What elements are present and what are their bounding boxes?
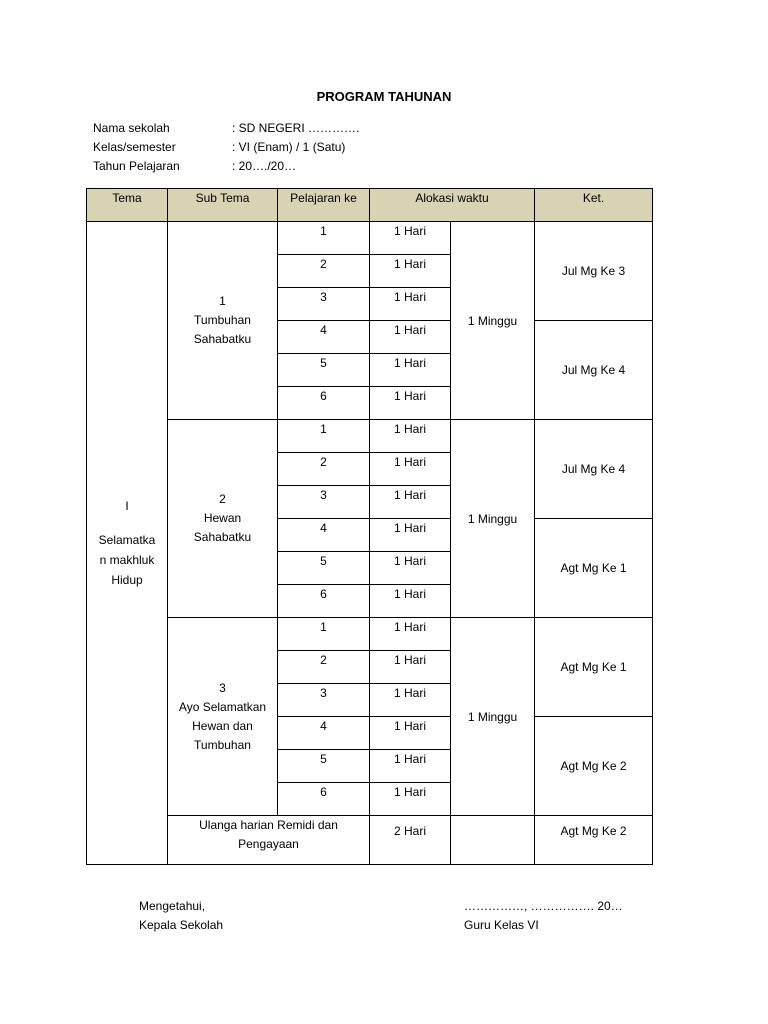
subtema-name-line: Tumbuhan <box>194 313 251 327</box>
week-allocation: 1 Minggu <box>451 618 535 816</box>
lesson-number: 3 <box>278 486 370 519</box>
table-row <box>87 420 653 453</box>
lesson-number: 5 <box>278 552 370 585</box>
header-sub-tema: Sub Tema <box>168 189 278 222</box>
info-label: Nama sekolah <box>93 121 170 135</box>
lesson-time: 1 Hari <box>370 684 451 717</box>
lesson-time: 1 Hari <box>370 255 451 288</box>
remedial-label-line: Ulanga harian Remidi dan <box>199 818 338 832</box>
info-label: Tahun Pelajaran <box>93 159 180 173</box>
lesson-time: 1 Hari <box>370 321 451 354</box>
sign-right-line1: ……………, ……………. 20… <box>464 899 623 913</box>
subtema-name-line: Tumbuhan <box>194 737 251 752</box>
subtema-name-line: Sahabatku <box>193 332 252 346</box>
header-tema: Tema <box>87 189 168 222</box>
lesson-time: 1 Hari <box>370 354 451 387</box>
remedial-time: 2 Hari <box>370 816 451 865</box>
lesson-number: 6 <box>278 387 370 420</box>
ket-cell: Agt Mg Ke 1 <box>535 618 653 717</box>
table-row <box>87 222 653 255</box>
lesson-number: 5 <box>278 354 370 387</box>
lesson-number: 1 <box>278 222 370 255</box>
lesson-number: 3 <box>278 288 370 321</box>
lesson-number: 4 <box>278 519 370 552</box>
lesson-time: 1 Hari <box>370 585 451 618</box>
lesson-time: 1 Hari <box>370 618 451 651</box>
subtema-number: 3 <box>219 680 226 695</box>
tema-name-line: Hidup <box>111 573 143 587</box>
lesson-time: 1 Hari <box>370 420 451 453</box>
lesson-time: 1 Hari <box>370 717 451 750</box>
remedial-label <box>168 816 370 865</box>
subtema-name-line: Hewan <box>203 511 242 525</box>
header-pelajaran: Pelajaran ke <box>278 189 370 222</box>
sign-left-line1: Mengetahui, <box>139 899 206 913</box>
tema-name-line: n makhluk <box>99 553 155 567</box>
lesson-number: 2 <box>278 255 370 288</box>
table-row <box>87 618 653 651</box>
info-value: : VI (Enam) / 1 (Satu) <box>232 140 346 154</box>
lesson-time: 1 Hari <box>370 486 451 519</box>
lesson-number: 1 <box>278 618 370 651</box>
subtema-name-line: Sahabatku <box>193 530 252 544</box>
lesson-number: 4 <box>278 321 370 354</box>
lesson-number: 2 <box>278 651 370 684</box>
subtema-name-line: Hewan dan <box>192 718 253 733</box>
lesson-time: 1 Hari <box>370 552 451 585</box>
lesson-time: 1 Hari <box>370 783 451 816</box>
ket-cell: Jul Mg Ke 4 <box>535 321 653 420</box>
week-allocation: 1 Minggu <box>451 222 535 420</box>
tema-number: I <box>125 499 129 513</box>
lesson-number: 6 <box>278 783 370 816</box>
page-title: PROGRAM TAHUNAN <box>316 89 452 104</box>
lesson-number: 6 <box>278 585 370 618</box>
lesson-time: 1 Hari <box>370 222 451 255</box>
lesson-time: 1 Hari <box>370 288 451 321</box>
tema-name-line: Selamatka <box>98 533 156 547</box>
lesson-time: 1 Hari <box>370 519 451 552</box>
tema-cell <box>87 222 168 865</box>
remedial-ket: Agt Mg Ke 2 <box>535 816 653 865</box>
ket-cell: Agt Mg Ke 1 <box>535 519 653 618</box>
remedial-week <box>451 816 535 865</box>
header-alokasi-waktu: Alokasi waktu <box>370 189 535 222</box>
sign-right-line2: Guru Kelas VI <box>464 918 539 932</box>
subtema-number: 2 <box>219 492 226 506</box>
lesson-time: 1 Hari <box>370 651 451 684</box>
header-ket: Ket. <box>535 189 653 222</box>
remedial-label-line: Pengayaan <box>238 837 299 851</box>
remedial-row <box>87 816 653 865</box>
subtema-cell <box>168 420 278 618</box>
subtema-cell <box>168 618 278 816</box>
lesson-number: 3 <box>278 684 370 717</box>
info-value: : SD NEGERI …………. <box>232 121 360 135</box>
ket-cell: Jul Mg Ke 3 <box>535 222 653 321</box>
table-header-row <box>87 189 653 222</box>
program-table <box>86 188 653 865</box>
lesson-number: 1 <box>278 420 370 453</box>
lesson-number: 4 <box>278 717 370 750</box>
info-label: Kelas/semester <box>93 140 176 154</box>
lesson-time: 1 Hari <box>370 387 451 420</box>
lesson-number: 2 <box>278 453 370 486</box>
subtema-cell <box>168 222 278 420</box>
info-value: : 20…./20… <box>232 159 297 173</box>
lesson-time: 1 Hari <box>370 750 451 783</box>
ket-cell: Agt Mg Ke 2 <box>535 717 653 816</box>
week-allocation: 1 Minggu <box>451 420 535 618</box>
subtema-name-line: Ayo Selamatkan <box>178 699 267 714</box>
lesson-time: 1 Hari <box>370 453 451 486</box>
lesson-number: 5 <box>278 750 370 783</box>
subtema-number: 1 <box>219 294 226 308</box>
ket-cell: Jul Mg Ke 4 <box>535 420 653 519</box>
sign-left-line2: Kepala Sekolah <box>139 918 224 932</box>
